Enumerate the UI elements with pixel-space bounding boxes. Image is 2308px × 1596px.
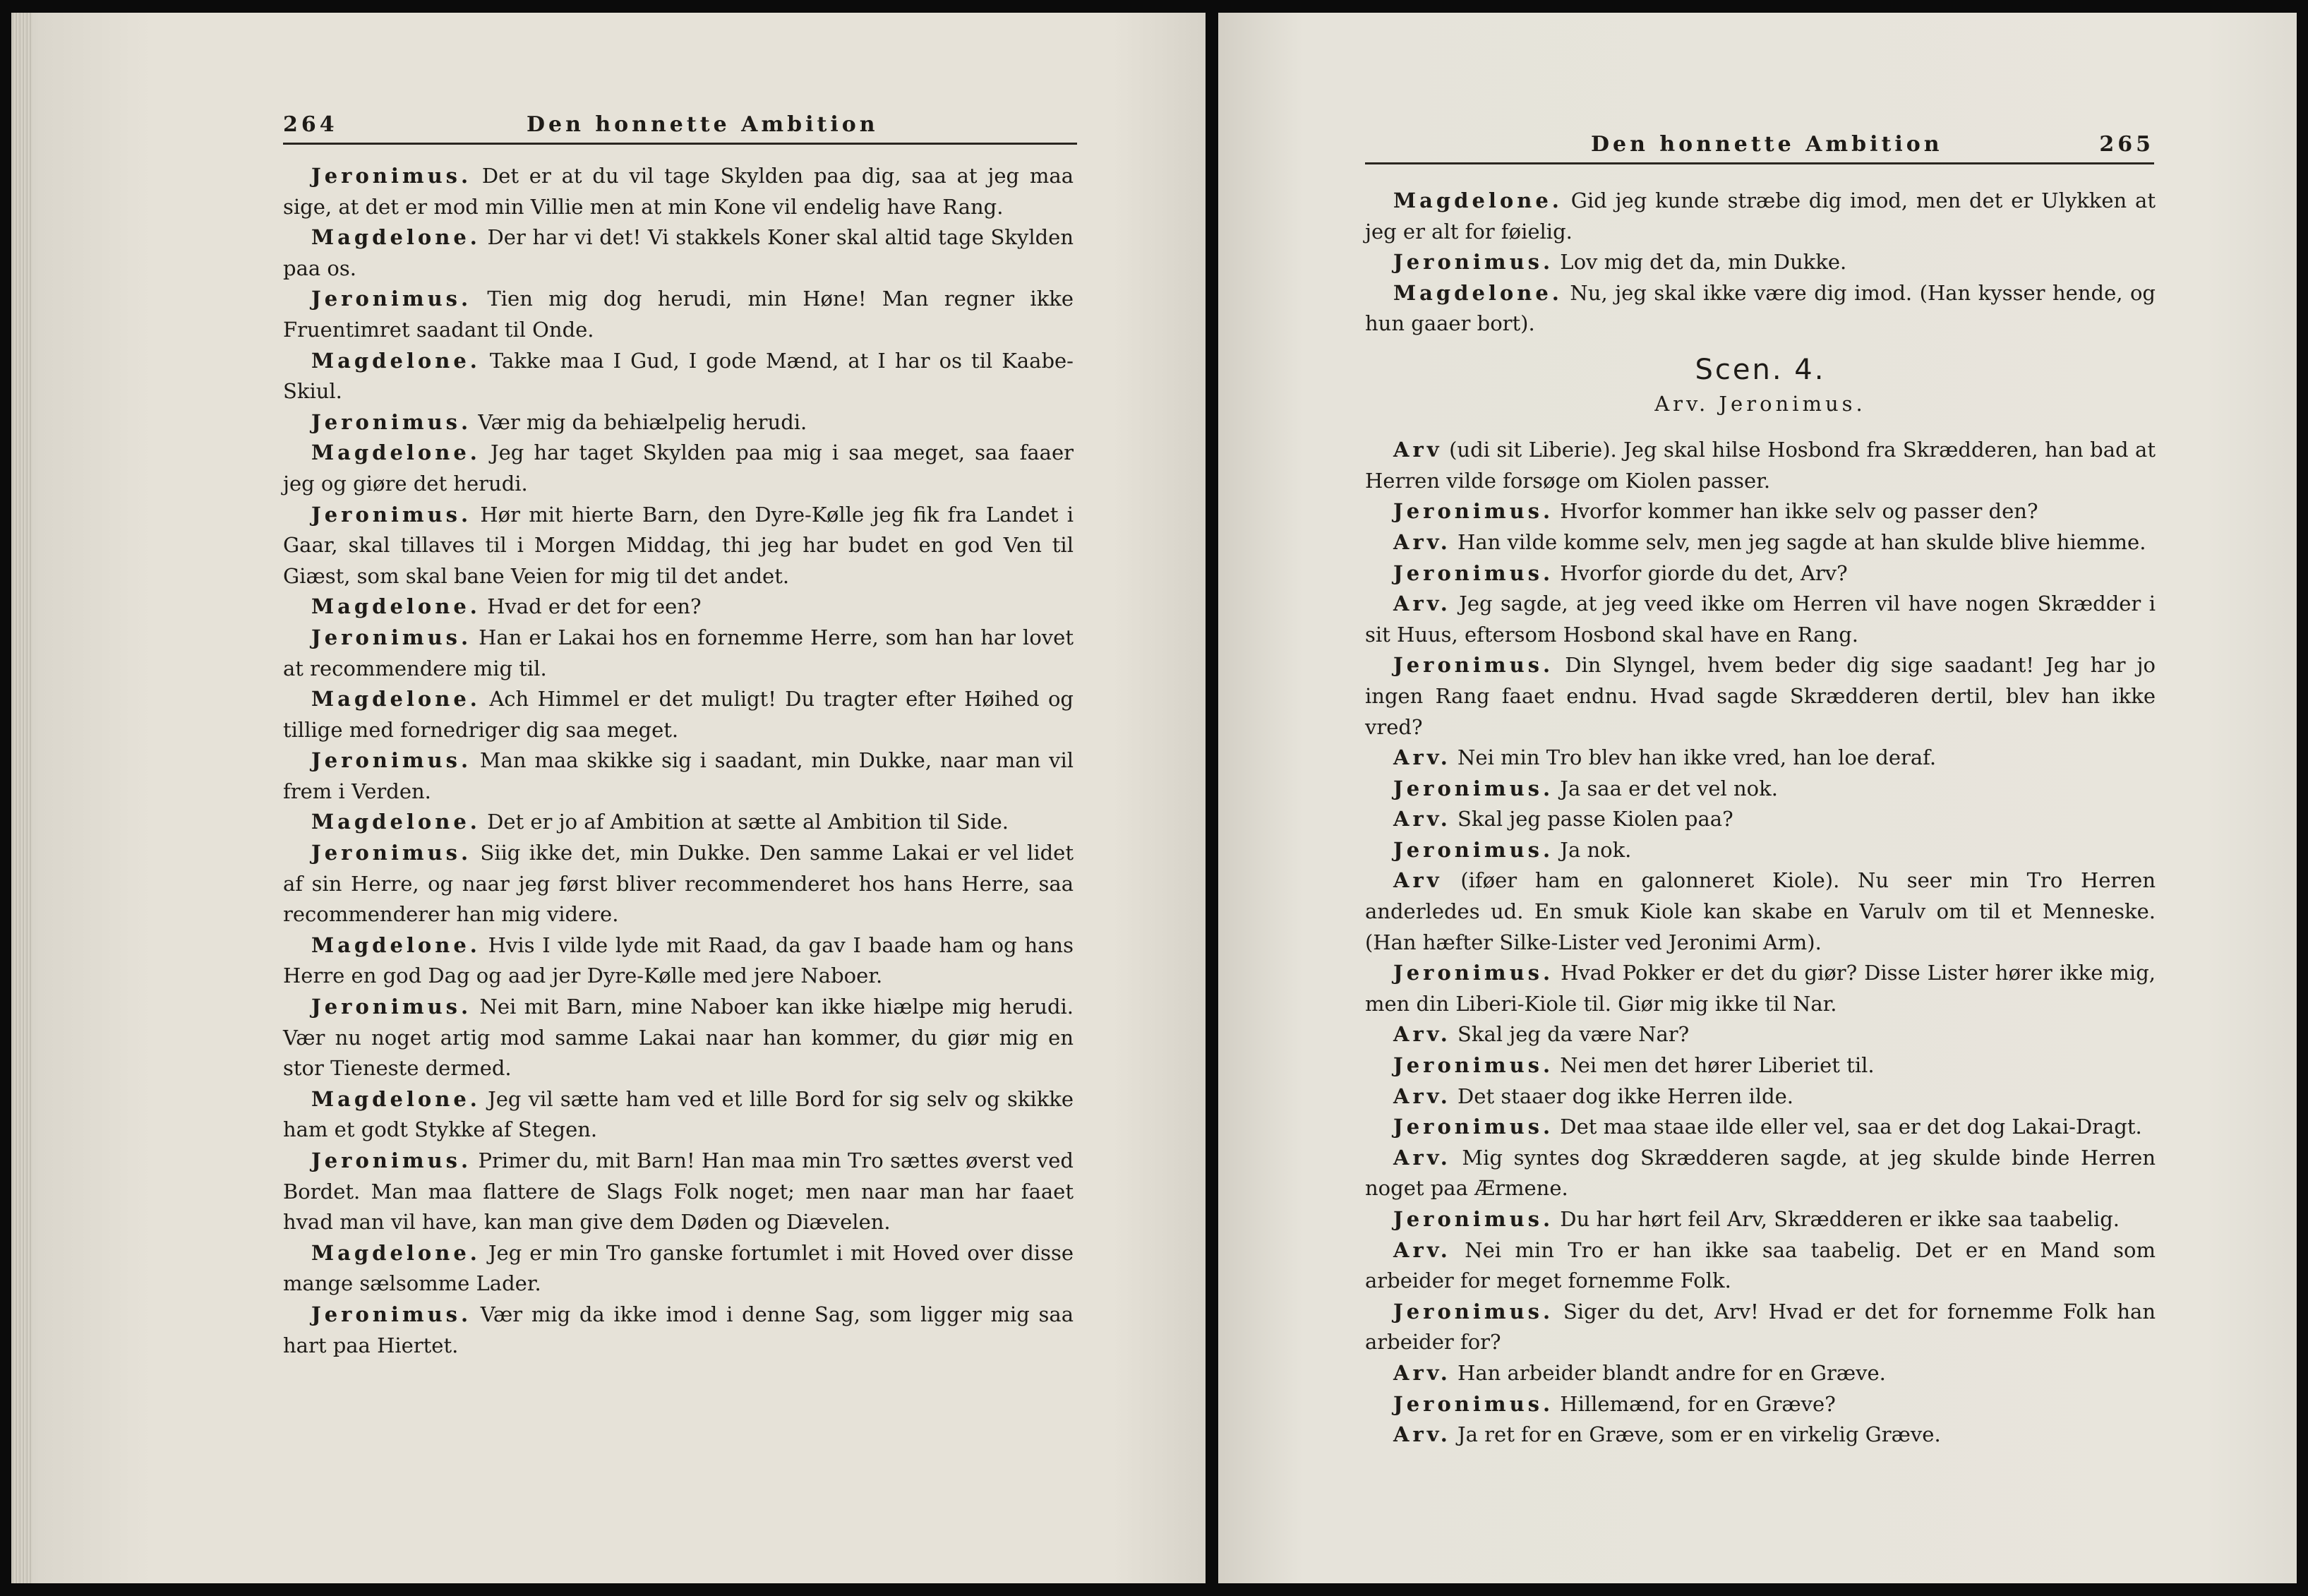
speech bbox=[283, 838, 1074, 930]
page-header bbox=[283, 104, 1077, 145]
speech-text: Han vilde komme selv, men jeg sagde at han skulde blive hiemme. bbox=[1450, 529, 2146, 554]
speech bbox=[1365, 1420, 2156, 1451]
speech-text: Hør mit hierte Barn, den Dyre-Kølle jeg fik fra Landet i Gaar, skal tillaves til i Morgen Middag, thi jeg har budet en god Ven til Giæst, som skal bane Veien for mig til det andet. bbox=[283, 502, 1074, 588]
speech bbox=[283, 407, 1074, 438]
speaker-name: Magdelone. bbox=[311, 225, 481, 250]
speaker-name: Arv. bbox=[1393, 1422, 1451, 1447]
speech-text: (udi sit Liberie). Jeg skal hilse Hosbond fra Skrædderen, han bad at Herren vilde forsøge om Kiolen passer. bbox=[1365, 438, 2156, 493]
speech bbox=[283, 745, 1074, 807]
speaker-name: Jeronimus. bbox=[311, 164, 472, 188]
speech bbox=[283, 284, 1074, 345]
page-body bbox=[283, 161, 1074, 1361]
speech bbox=[1365, 1050, 2156, 1081]
speech-text: Der har vi det! Vi stakkels Koner skal altid tage Skylden paa os. bbox=[283, 225, 1074, 280]
speech bbox=[283, 161, 1074, 222]
speaker-name: Jeronimus. bbox=[1393, 1391, 1554, 1416]
speech bbox=[1365, 1389, 2156, 1420]
speech bbox=[1365, 1235, 2156, 1297]
speaker-name: Jeronimus. bbox=[1393, 1053, 1554, 1078]
speech-text: Takke maa I Gud, I gode Mænd, at I har os til Kaabe-Skiul. bbox=[283, 348, 1074, 404]
speech bbox=[1365, 865, 2156, 958]
speech bbox=[283, 684, 1074, 745]
speech-text: Jeg sagde, at jeg veed ikke om Herren vil have nogen Skrædder i sit Huus, eftersom Hosbond skal have en Rang. bbox=[1365, 592, 2156, 647]
speech-text: Ja nok. bbox=[1553, 837, 1632, 862]
speaker-name: Jeronimus. bbox=[1393, 837, 1554, 862]
scene-cast: Arv. Jeronimus. bbox=[1654, 391, 1866, 416]
speech-text: Nei mit Barn, mine Naboer kan ikke hiælpe mig herudi. Vær nu noget artig mod samme Lakai naar han kommer, du giør mig en stor Tieneste dermed. bbox=[283, 995, 1074, 1081]
speech bbox=[1365, 774, 2156, 805]
speech bbox=[1365, 1297, 2156, 1358]
speech bbox=[1365, 278, 2156, 340]
speech-text: Primer du, mit Barn! Han maa min Tro sættes øverst ved Bordet. Man maa flattere de Slags Folk noget; men naar man har faaet hvad man vil have, kan man give dem Døden og Diævelen. bbox=[283, 1148, 1074, 1235]
speech-text: Ja ret for en Græve, som er en virkelig Græve. bbox=[1450, 1422, 1941, 1447]
speech bbox=[283, 623, 1074, 684]
speech-text: Siger du det, Arv! Hvad er det for fornemme Folk han arbeider for? bbox=[1365, 1299, 2156, 1355]
speech-text: Det er jo af Ambition at sætte al Ambition til Side. bbox=[480, 810, 1009, 834]
speech-text: Nei min Tro er han ikke saa taabelig. Det er en Mand som arbeider for meget fornemme Folk. bbox=[1365, 1237, 2156, 1293]
right-page bbox=[1218, 13, 2297, 1583]
speech bbox=[1365, 186, 2156, 247]
speaker-name: Arv. bbox=[1393, 592, 1451, 616]
speech bbox=[1365, 1358, 2156, 1389]
speaker-name: Arv. bbox=[1393, 1237, 1451, 1262]
speech bbox=[1365, 650, 2156, 743]
speech bbox=[283, 346, 1074, 407]
speech bbox=[1365, 1112, 2156, 1143]
speech bbox=[1365, 558, 2156, 589]
speech-text: Ja saa er det vel nok. bbox=[1553, 776, 1778, 800]
speech bbox=[1365, 835, 2156, 866]
speech-text: Hillemænd, for en Græve? bbox=[1553, 1391, 1836, 1416]
speech bbox=[1365, 496, 2156, 527]
speaker-name: Jeronimus. bbox=[1393, 961, 1554, 985]
speech bbox=[1365, 743, 2156, 774]
speech-text: Nu, jeg skal ikke være dig imod. (Han kysser hende, og hun gaaer bort). bbox=[1365, 280, 2156, 336]
speech-text: Hvorfor kommer han ikke selv og passer den? bbox=[1553, 499, 2038, 524]
speaker-name: Jeronimus. bbox=[1393, 1207, 1554, 1231]
speech-text: Han arbeider blandt andre for en Græve. bbox=[1450, 1360, 1886, 1385]
speech-text: Din Slyngel, hvem beder dig sige saadant! Jeg har jo ingen Rang faaet endnu. Hvad sagde Skrædderen dertil, blev han ikke vred? bbox=[1365, 653, 2156, 739]
speaker-name: Jeronimus. bbox=[1393, 1299, 1554, 1324]
speaker-name: Magdelone. bbox=[311, 1240, 481, 1265]
speaker-name: Jeronimus. bbox=[1393, 1115, 1554, 1139]
speech bbox=[1365, 958, 2156, 1019]
speaker-name: Magdelone. bbox=[311, 1086, 481, 1111]
running-title: Den honnette Ambition bbox=[527, 112, 879, 137]
speaker-name: Arv bbox=[1393, 868, 1443, 893]
speech-text: Skal jeg da være Nar? bbox=[1450, 1022, 1690, 1047]
speech bbox=[283, 1146, 1074, 1238]
speaker-name: Arv. bbox=[1393, 1145, 1451, 1170]
speech-text: Siig ikke det, min Dukke. Den samme Lakai er vel lidet af sin Herre, og naar jeg først bliver recommenderet hos hans Herre, saa recommenderer han mig videre. bbox=[283, 841, 1074, 927]
speech-text: Vær mig da ikke imod i denne Sag, som ligger mig saa hart paa Hiertet. bbox=[283, 1302, 1074, 1357]
speech-text: Hvis I vilde lyde mit Raad, da gav I baade ham og hans Herre en god Dag og aad jer Dyre-Kølle med jere Naboer. bbox=[283, 932, 1074, 988]
speech bbox=[1365, 1204, 2156, 1235]
speech-text: (iføer ham en galonneret Kiole). Nu seer min Tro Herren anderledes ud. En smuk Kiole kan skabe en Varulv om til et Menneske. (Han hæfter Silke-Lister ved Jeronimi Arm). bbox=[1365, 868, 2156, 954]
speaker-name: Arv. bbox=[1393, 1360, 1451, 1385]
speech-text: Skal jeg passe Kiolen paa? bbox=[1450, 807, 1733, 832]
speech bbox=[1365, 804, 2156, 835]
speaker-name: Jeronimus. bbox=[311, 748, 472, 773]
speaker-name: Jeronimus. bbox=[1393, 499, 1554, 524]
speech bbox=[283, 222, 1074, 284]
speaker-name: Magdelone. bbox=[1393, 188, 1563, 212]
speech bbox=[1365, 1143, 2156, 1204]
speaker-name: Magdelone. bbox=[311, 440, 481, 465]
speech-text: Gid jeg kunde stræbe dig imod, men det er Ulykken at jeg er alt for føielig. bbox=[1365, 188, 2156, 244]
speaker-name: Magdelone. bbox=[311, 348, 481, 373]
speech bbox=[283, 500, 1074, 592]
speech bbox=[1365, 247, 2156, 278]
speech bbox=[283, 1300, 1074, 1361]
left-page bbox=[11, 13, 1206, 1583]
speech bbox=[283, 1238, 1074, 1300]
speech bbox=[1365, 435, 2156, 496]
speaker-name: Magdelone. bbox=[311, 932, 481, 957]
speech-text: Det maa staae ilde eller vel, saa er det dog Lakai-Dragt. bbox=[1553, 1115, 2142, 1139]
page-edge-stack bbox=[11, 13, 32, 1583]
running-title: Den honnette Ambition bbox=[1591, 132, 1943, 157]
speech-text: Tien mig dog herudi, min Høne! Man regner ikke Fruentimret saadant til Onde. bbox=[283, 287, 1074, 342]
speech-text: Hvad er det for een? bbox=[480, 594, 702, 619]
speech-text: Du har hørt feil Arv, Skrædderen er ikke saa taabelig. bbox=[1553, 1207, 2120, 1231]
speech-text: Jeg er min Tro ganske fortumlet i mit Hoved over disse mange sælsomme Lader. bbox=[283, 1240, 1074, 1296]
speech bbox=[1365, 527, 2156, 558]
page-number: 264 bbox=[283, 112, 338, 137]
speech bbox=[1365, 589, 2156, 650]
speech bbox=[1365, 1081, 2156, 1112]
speaker-name: Arv. bbox=[1393, 807, 1451, 832]
speaker-name: Arv. bbox=[1393, 529, 1451, 554]
speaker-name: Jeronimus. bbox=[311, 995, 472, 1019]
speech-text: Hvorfor giorde du det, Arv? bbox=[1553, 560, 1848, 585]
speaker-name: Jeronimus. bbox=[1393, 250, 1554, 275]
speech bbox=[283, 930, 1074, 992]
scene-heading: Scen. 4. bbox=[1695, 353, 1826, 386]
speech-text: Det staaer dog ikke Herren ilde. bbox=[1450, 1084, 1794, 1108]
speaker-name: Magdelone. bbox=[311, 594, 481, 619]
speech bbox=[283, 592, 1074, 623]
speaker-name: Jeronimus. bbox=[311, 841, 472, 865]
speech-text: Mig syntes dog Skrædderen sagde, at jeg skulde binde Herren noget paa Ærmene. bbox=[1365, 1145, 2156, 1201]
speaker-name: Jeronimus. bbox=[1393, 560, 1554, 585]
speaker-name: Arv. bbox=[1393, 1022, 1451, 1047]
speech-text: Ach Himmel er det muligt! Du tragter efter Høihed og tillige med fornedriger dig saa meget. bbox=[283, 687, 1074, 742]
speaker-name: Jeronimus. bbox=[311, 625, 472, 649]
speaker-name: Jeronimus. bbox=[311, 409, 472, 434]
page-header bbox=[1365, 124, 2154, 164]
speech-text: Han er Lakai hos en fornemme Herre, som han har lovet at recommendere mig til. bbox=[283, 625, 1074, 680]
speech-text: Man maa skikke sig i saadant, min Dukke, naar man vil frem i Verden. bbox=[283, 748, 1074, 803]
speaker-name: Jeronimus. bbox=[1393, 653, 1554, 678]
speaker-name: Magdelone. bbox=[311, 687, 481, 712]
speaker-name: Magdelone. bbox=[1393, 280, 1563, 305]
speech-text: Vær mig da behiælpelig herudi. bbox=[471, 409, 807, 434]
speech-text: Jeg vil sætte ham ved et lille Bord for sig selv og skikke ham et godt Stykke af Stegen. bbox=[283, 1086, 1074, 1142]
speech-text: Det er at du vil tage Skylden paa dig, saa at jeg maa sige, at det er mod min Villie men at min Kone vil endelig have Rang. bbox=[283, 164, 1074, 219]
speech-group bbox=[1365, 186, 2156, 340]
speech bbox=[283, 1084, 1074, 1146]
speaker-name: Arv. bbox=[1393, 745, 1451, 770]
speech bbox=[283, 807, 1074, 838]
speech bbox=[1365, 1019, 2156, 1050]
speech-text: Lov mig det da, min Dukke. bbox=[1553, 250, 1847, 275]
speech-text: Hvad Pokker er det du giør? Disse Lister hører ikke mig, men din Liberi-Kiole til. Giør mig ikke til Nar. bbox=[1365, 961, 2156, 1016]
speaker-name: Arv bbox=[1393, 438, 1443, 462]
speech bbox=[283, 992, 1074, 1084]
speaker-name: Jeronimus. bbox=[311, 1302, 472, 1326]
speech-text: Jeg har taget Skylden paa mig i saa meget, saa faaer jeg og giøre det herudi. bbox=[283, 440, 1074, 496]
speech-group bbox=[1365, 435, 2156, 1451]
page-body bbox=[1365, 186, 2156, 1451]
speaker-name: Jeronimus. bbox=[311, 502, 472, 527]
speaker-name: Magdelone. bbox=[311, 810, 481, 834]
speech-text: Nei men det hører Liberiet til. bbox=[1553, 1053, 1875, 1078]
speaker-name: Arv. bbox=[1393, 1084, 1451, 1108]
speaker-name: Jeronimus. bbox=[311, 1148, 472, 1172]
speech-text: Nei min Tro blev han ikke vred, han loe deraf. bbox=[1450, 745, 1937, 770]
speaker-name: Jeronimus. bbox=[1393, 776, 1554, 800]
speaker-name: Jeronimus. bbox=[311, 287, 472, 311]
page-number: 265 bbox=[2099, 132, 2154, 157]
speech bbox=[283, 438, 1074, 499]
